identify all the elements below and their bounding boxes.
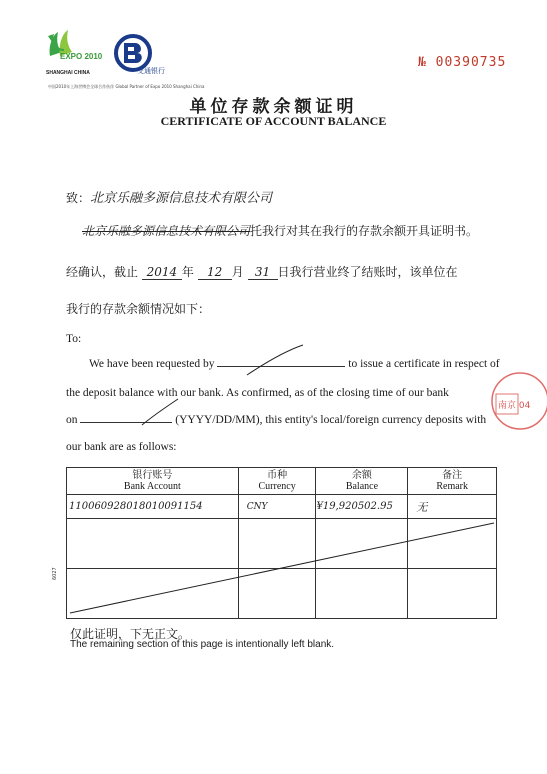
en-line2: the deposit balance with our bank. As confirmed, as of the closing time of our bank xyxy=(66,387,449,399)
en-line4: our bank are as follows: xyxy=(66,441,177,453)
table-row xyxy=(67,495,497,519)
stamp-text: 南京 04 xyxy=(498,401,531,411)
header-currency: 币种 Currency xyxy=(238,468,316,495)
bank-seal-stamp xyxy=(486,370,547,432)
line3-cn: 我行的存款余额情况如下： xyxy=(66,302,211,316)
cell-balance: ¥19,920502.95 xyxy=(316,495,408,519)
confirm-prefix: 经确认，截止 xyxy=(66,265,139,279)
month-unit: 月 xyxy=(231,265,244,279)
to-line-en: To: xyxy=(66,333,82,345)
to-label: 致： xyxy=(66,191,91,205)
expo-caption: SHANGHAI CHINA xyxy=(46,70,90,76)
entrust-text: 托我行对其在我行的存款余额开具证明书。 xyxy=(250,224,479,238)
entrust-line xyxy=(82,222,478,239)
table-void-line xyxy=(66,519,497,617)
partner-line: 中国2010年上海世博会全球合作伙伴 Global Partner of Expo 2010 Shanghai China xyxy=(48,84,205,89)
footer-english: The remaining section of this page is intentionally left blank. xyxy=(70,639,335,650)
table-header-row xyxy=(67,468,497,495)
cell-account: 110060928018010091154 xyxy=(67,495,239,519)
en-line3-a: on xyxy=(66,414,78,426)
confirm-line xyxy=(66,263,458,280)
footer-chinese: 仅此证明，下无正文。 xyxy=(70,627,191,641)
header-remark: 备注 Remark xyxy=(408,468,497,495)
en-line3-b: (YYYY/DD/MM), this entity's local/foreign currency deposits with xyxy=(175,414,487,426)
void-slash-mark-date xyxy=(140,397,180,427)
cell-currency: CNY xyxy=(238,495,316,519)
header-balance: 余额 Balance xyxy=(316,468,408,495)
en-line1-b: to issue a certificate in respect of xyxy=(348,358,500,370)
year-handwritten: 2014 xyxy=(142,265,182,280)
side-code: 6027 xyxy=(52,567,58,580)
expo-wordmark: EXPO 2010 xyxy=(60,52,103,61)
to-company-handwritten: 北京乐融多源信息技术有限公司 xyxy=(90,191,273,206)
en-line1-a: We have been requested by xyxy=(89,358,215,370)
header-bank-account: 银行账号 Bank Account xyxy=(67,468,239,495)
day-handwritten: 31 xyxy=(248,265,278,280)
month-handwritten: 12 xyxy=(198,265,232,280)
certificate-number: № 00390735 xyxy=(418,55,507,70)
entrust-company-handwritten: 北京乐融多源信息技术有限公司 xyxy=(82,224,251,238)
en-line3 xyxy=(66,414,486,426)
void-slash-mark xyxy=(245,343,305,378)
cell-remark: 无 xyxy=(408,495,497,519)
to-line-cn xyxy=(66,187,272,206)
confirm-suffix: 日我行营业终了结账时，该单位在 xyxy=(277,265,458,279)
title-english: CERTIFICATE OF ACCOUNT BALANCE xyxy=(160,114,387,128)
title-chinese: 单位存款余额证明 xyxy=(189,97,358,117)
bank-name: 交通银行 xyxy=(137,67,165,75)
year-unit: 年 xyxy=(181,265,194,279)
